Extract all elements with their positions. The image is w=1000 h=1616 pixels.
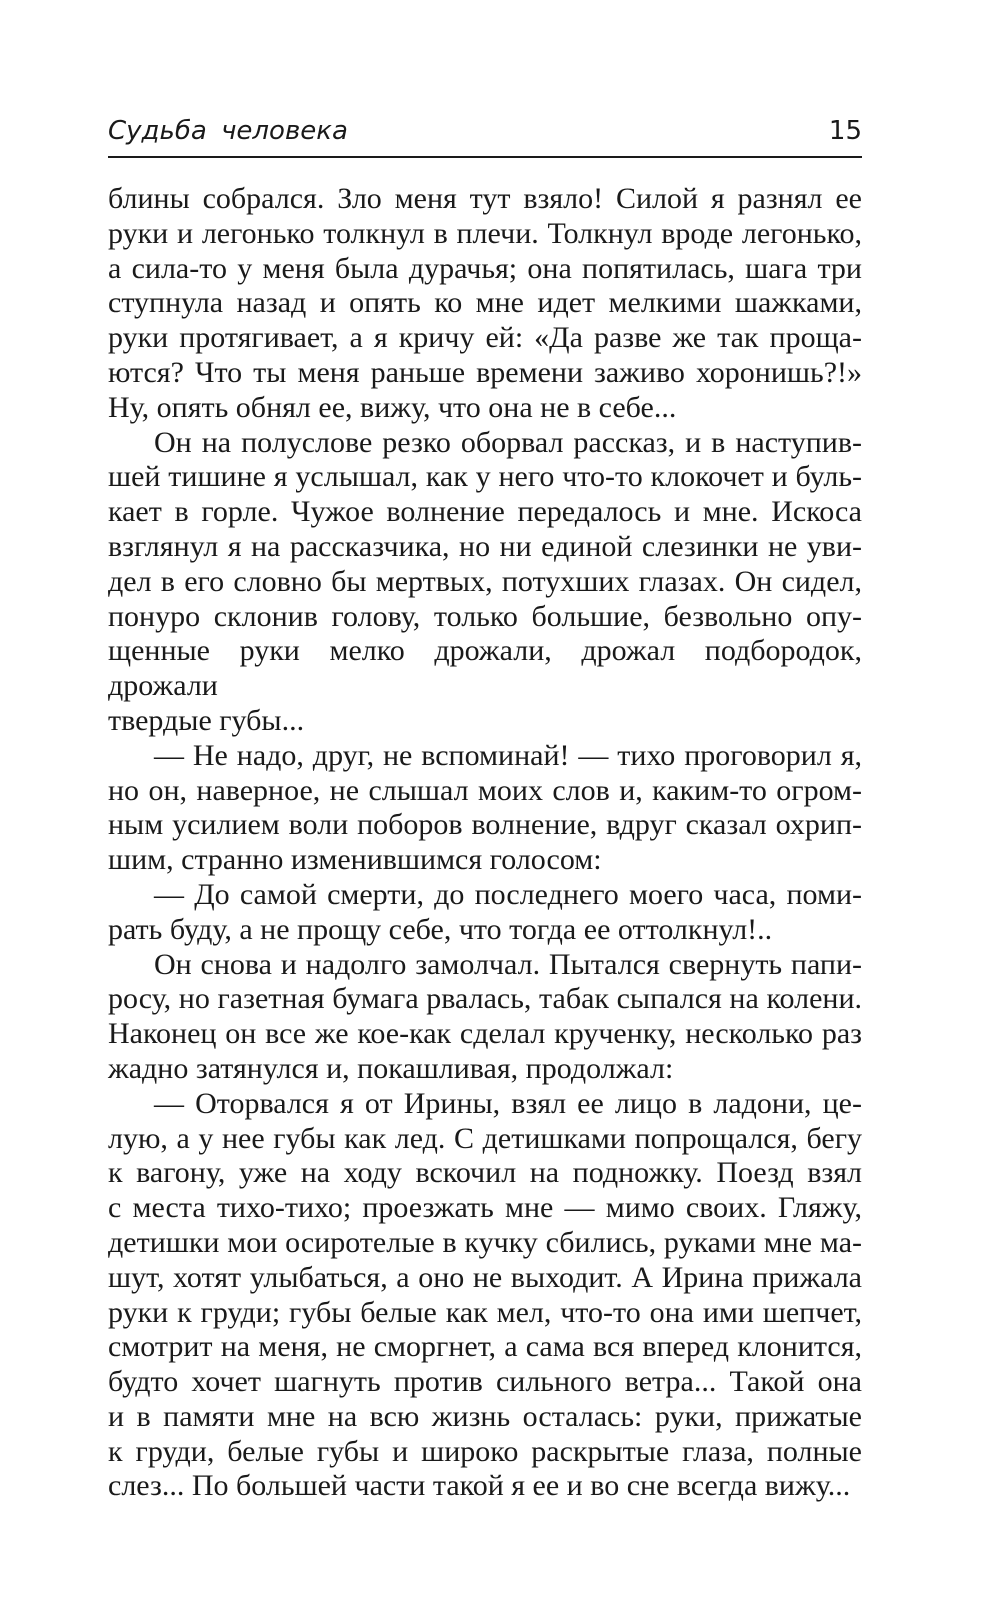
text-line: а сила-то у меня была дурачья; она попятилась, шага три: [108, 251, 862, 285]
text-line: будто хочет шагнуть против сильного ветра... Такой она: [108, 1365, 862, 1399]
text-line: детишки мои осиротелые в кучку сбились, руками мне ма-: [108, 1225, 862, 1259]
paragraph: [108, 948, 862, 1052]
paragraph-last-line: [108, 913, 862, 948]
paragraph-last-line: [108, 843, 862, 878]
text-line: росу, но газетная бумага рвалась, табак сыпался на колени.: [108, 982, 862, 1016]
running-title: Судьба человека: [108, 116, 348, 146]
text-line: твердые губы...: [108, 703, 305, 737]
page-number: 15: [828, 116, 862, 146]
text-line: понуро склонив голову, только большие, безвольно опу-: [108, 599, 862, 633]
paragraph: [108, 182, 862, 391]
text-line: Он на полуслове резко оборвал рассказ, и в наступив-: [154, 425, 862, 459]
text-line: руки и легонько толкнул в плечи. Толкнул вроде легонько,: [108, 216, 862, 250]
text-line: руки к груди; губы белые как мел, что-то она ими шепчет,: [108, 1295, 862, 1329]
text-line: — До самой смерти, до последнего моего часа, поми-: [154, 877, 862, 911]
text-line: и в памяти мне на всю жизнь осталась: руки, прижатые: [108, 1399, 862, 1433]
body-text: [108, 182, 862, 1504]
text-line: к груди, белые губы и широко раскрытые глаза, полные: [108, 1434, 862, 1468]
text-line: рать буду, а не прощу себе, что тогда ее оттолкнул!..: [108, 912, 773, 946]
text-line: Наконец он все же кое-как сделал крученку, несколько раз: [108, 1017, 862, 1051]
text-line: руки протягивает, а я кричу ей: «Да разве же так проща-: [108, 321, 862, 355]
text-line: ступнула назад и опять ко мне идет мелкими шажками,: [108, 286, 862, 320]
text-line: взглянул я на рассказчика, но ни единой слезинки не уви-: [108, 529, 862, 563]
paragraph: [108, 1087, 862, 1470]
paragraph: [108, 739, 862, 843]
paragraph-last-line: [108, 1052, 862, 1087]
text-line: ются? Что ты меня раньше времени заживо хоронишь?!»: [108, 355, 862, 389]
text-line: кает в горле. Чужое волнение передалось и мне. Искоса: [108, 495, 862, 529]
text-line: — Не надо, друг, не вспоминай! — тихо проговорил я,: [154, 738, 862, 772]
text-line: шим, странно изменившимся голосом:: [108, 843, 602, 877]
text-line: Он снова и надолго замолчал. Пытался свернуть папи-: [154, 947, 862, 981]
text-line: шей тишине я услышал, как у него что-то клокочет и буль-: [108, 460, 862, 494]
text-line: ным усилием воли поборов волнение, вдруг сказал охрип-: [108, 808, 862, 842]
running-head: [108, 112, 862, 158]
paragraph: [108, 426, 862, 704]
text-line: с места тихо-тихо; проезжать мне — мимо своих. Гляжу,: [108, 1191, 862, 1225]
paragraph-last-line: [108, 704, 862, 739]
text-line: — Оторвался я от Ирины, взял ее лицо в ладони, це-: [154, 1086, 862, 1120]
text-line: слез... По большей части такой я ее и во сне всегда вижу...: [108, 1469, 851, 1503]
text-line: шут, хотят улыбаться, а оно не выходит. А Ирина прижала: [108, 1260, 862, 1294]
text-line: но он, наверное, не слышал моих слов и, каким-то огром-: [108, 773, 862, 807]
text-line: щенные руки мелко дрожали, дрожал подбородок, дрожали: [108, 634, 862, 703]
paragraph-last-line: [108, 391, 862, 426]
text-line: блины собрался. Зло меня тут взяло! Силой я разнял ее: [108, 182, 862, 215]
paragraph: [108, 878, 862, 913]
text-line: к вагону, уже на ходу вскочил на подножку. Поезд взял: [108, 1156, 862, 1190]
paragraph-last-line: [108, 1469, 862, 1504]
text-line: смотрит на меня, не сморгнет, а сама вся вперед клонится,: [108, 1330, 862, 1364]
text-line: жадно затянулся и, покашливая, продолжал:: [108, 1051, 674, 1085]
text-line: лую, а у нее губы как лед. С детишками попрощался, бегу: [108, 1121, 862, 1155]
text-line: Ну, опять обнял ее, вижу, что она не в себе...: [108, 390, 677, 424]
text-line: дел в его словно бы мертвых, потухших глазах. Он сидел,: [108, 564, 862, 598]
